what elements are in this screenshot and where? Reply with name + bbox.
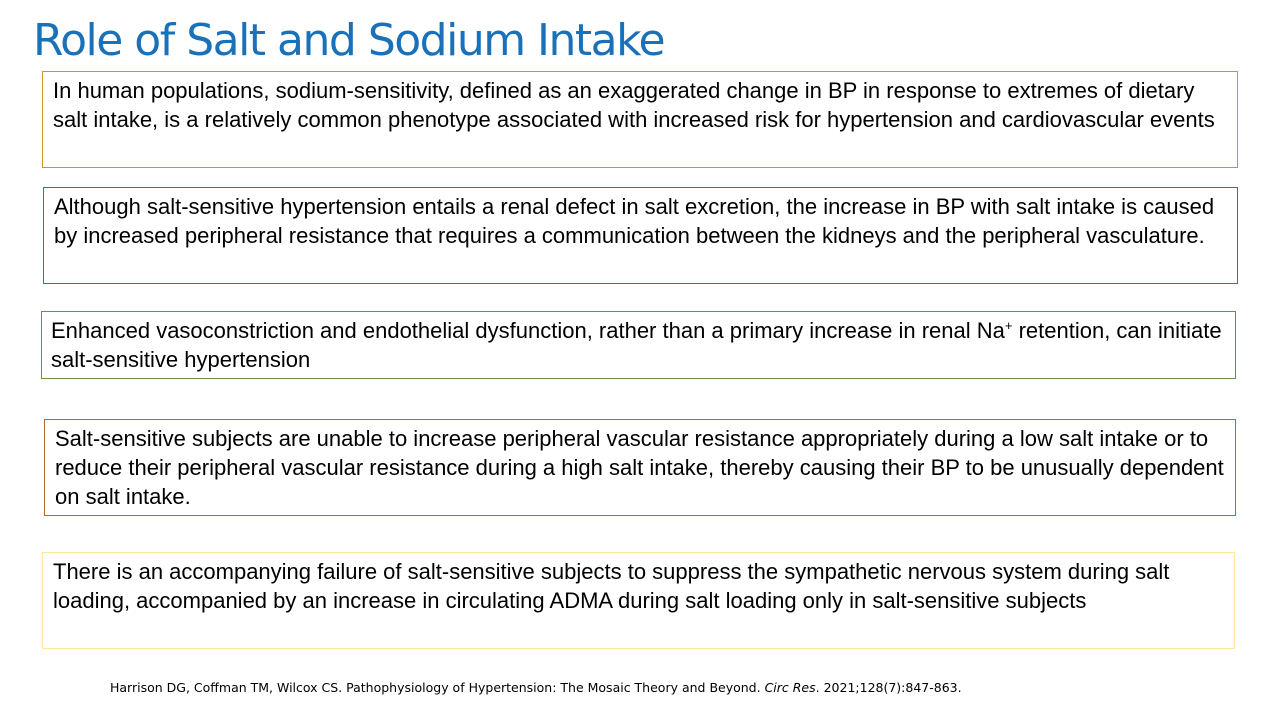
reference-details: . 2021;128(7):847-863. [815, 680, 962, 695]
text-box-vasoconstriction [41, 311, 1236, 379]
text-box-peripheral-resistance: Although salt-sensitive hypertension entails a renal defect in salt excretion, the increase in BP with salt intake is caused by increased peripheral resistance that requires a communication between the kidneys and the peripheral vasculature. [43, 187, 1238, 284]
reference-authors-title: Harrison DG, Coffman TM, Wilcox CS. Pathophysiology of Hypertension: The Mosaic Theory and Beyond. [110, 680, 765, 695]
text-box-sympathetic-failure: There is an accompanying failure of salt-sensitive subjects to suppress the sympathetic nervous system during salt loading, accompanied by an increase in circulating ADMA during salt loading only in salt-sensitive subjects [42, 552, 1235, 649]
box3-text-after: retention, can initiate salt-sensitive hypertension [51, 318, 1222, 372]
text-box-sodium-sensitivity: In human populations, sodium-sensitivity, defined as an exaggerated change in BP in response to extremes of dietary salt intake, is a relatively common phenotype associated with increased risk for hypertension and cardiovascular events [42, 71, 1238, 168]
reference-citation [110, 680, 962, 695]
reference-journal: Circ Res [764, 680, 816, 695]
box3-superscript: + [1004, 318, 1013, 333]
box3-text-before: Enhanced vasoconstriction and endothelial dysfunction, rather than a primary increase in renal Na [51, 318, 1005, 343]
text-box-vascular-resistance: Salt-sensitive subjects are unable to increase peripheral vascular resistance appropriately during a low salt intake or to reduce their peripheral vascular resistance during a high salt intake, thereby causing their BP to be unusually dependent on salt intake. [44, 419, 1236, 516]
slide-title: Role of Salt and Sodium Intake [33, 15, 665, 66]
